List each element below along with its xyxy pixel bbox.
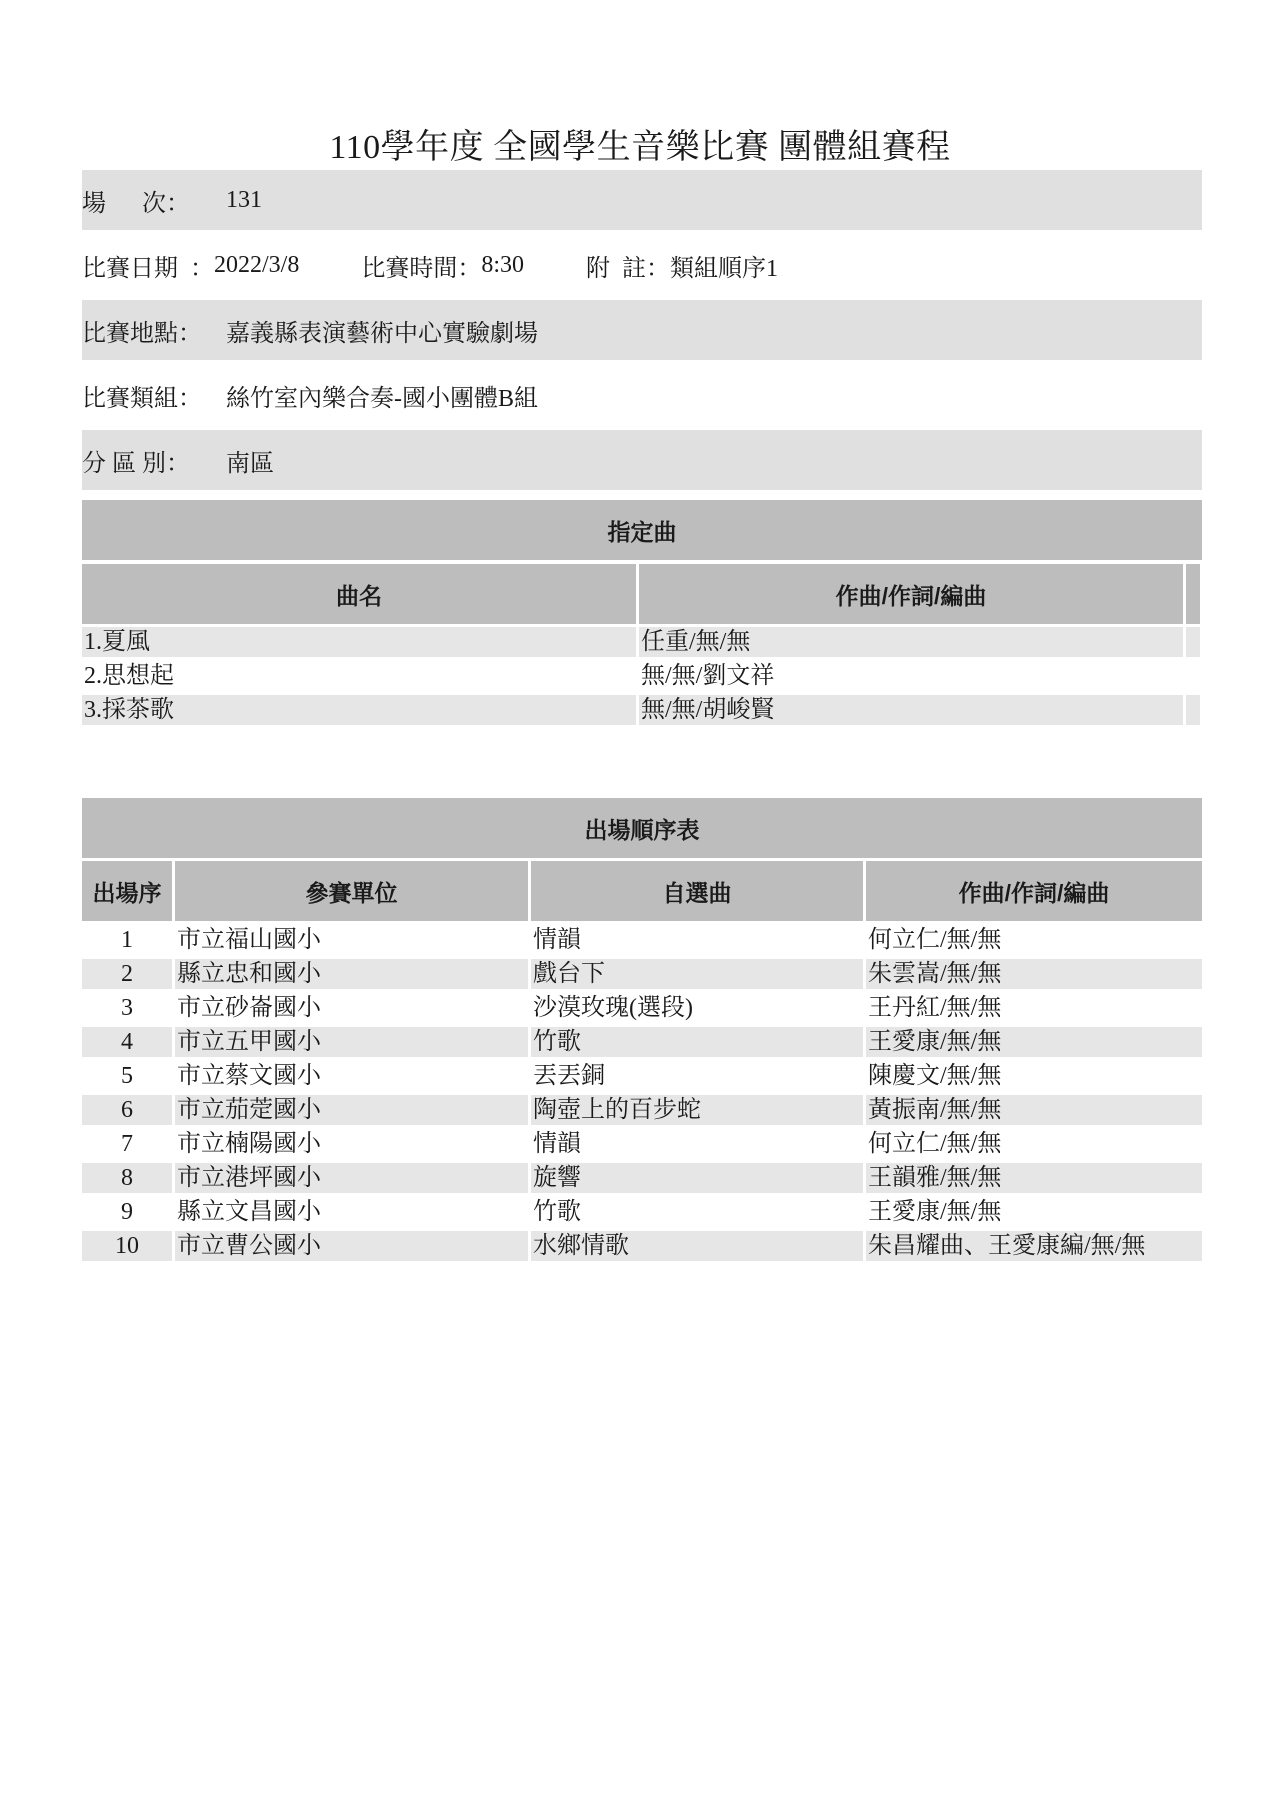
unit-cell: 市立港坪國小 (175, 1163, 528, 1193)
session-label: 場 次： (82, 190, 190, 217)
note-label: 附 註： (586, 255, 671, 282)
row-stub (1186, 695, 1200, 725)
order-cell: 5 (121, 1063, 133, 1089)
set-piece-name: 1.夏風 (82, 627, 636, 657)
piece-cell: 丟丟銅 (533, 1063, 605, 1089)
venue-row (82, 300, 1202, 360)
table-row (82, 1027, 1202, 1057)
piece-cell: 陶壺上的百步蛇 (531, 1095, 863, 1125)
unit-cell: 市立砂崙國小 (177, 995, 321, 1021)
set-piece-credits: 任重/無/無 (639, 627, 1183, 657)
table-row (82, 925, 1202, 955)
order-cell: 3 (121, 995, 133, 1021)
session-value: 131 (226, 186, 262, 213)
order-table-banner: 出場順序表 (82, 798, 1202, 858)
page-title: 110學年度 全國學生音樂比賽 團體組賽程 (329, 129, 951, 166)
piece-cell: 旋響 (531, 1163, 863, 1193)
set-piece-row (82, 627, 1200, 657)
set-pieces-banner: 指定曲 (82, 500, 1202, 560)
header-stub (1186, 564, 1200, 624)
credits-cell: 王韻雅/無/無 (866, 1163, 1202, 1193)
table-row (82, 1163, 1202, 1193)
piece-cell: 水鄉情歌 (531, 1231, 863, 1261)
credits-cell: 何立仁/無/無 (868, 1131, 1002, 1157)
note-value: 類組順序1 (670, 255, 779, 282)
piece-cell: 沙漠玫瑰(選段) (533, 995, 693, 1021)
header-order: 出場序 (82, 861, 172, 921)
order-cell: 6 (82, 1095, 172, 1125)
unit-cell: 市立楠陽國小 (177, 1131, 321, 1157)
category-value: 絲竹室內樂合奏-國小團體B組 (226, 385, 538, 412)
order-cell: 8 (82, 1163, 172, 1193)
order-cell: 1 (121, 927, 133, 953)
time-value: 8:30 (481, 251, 525, 278)
table-row (82, 1129, 1202, 1159)
region-label: 分 區 別： (82, 450, 190, 477)
table-row (82, 1231, 1202, 1261)
set-piece-credits: 無/無/劉文祥 (641, 663, 775, 689)
piece-cell: 情韻 (533, 927, 581, 953)
header-piece: 自選曲 (531, 861, 863, 921)
header-unit: 參賽單位 (175, 861, 528, 921)
row-stub (1186, 627, 1200, 657)
venue-label: 比賽地點： (82, 320, 202, 347)
session-row (82, 170, 1202, 230)
date-label: 比賽日期 ： (82, 255, 214, 282)
piece-cell: 竹歌 (533, 1199, 581, 1225)
time-label: 比賽時間： (361, 255, 482, 282)
piece-cell: 戲台下 (531, 959, 863, 989)
credits-cell: 何立仁/無/無 (868, 927, 1002, 953)
header-credits: 作曲/作詞/編曲 (866, 861, 1202, 921)
order-cell: 10 (82, 1231, 172, 1261)
credits-cell: 王丹紅/無/無 (868, 995, 1002, 1021)
region-row (82, 430, 1202, 490)
set-pieces-header (82, 564, 1200, 624)
unit-cell: 市立福山國小 (177, 927, 321, 953)
order-cell: 2 (82, 959, 172, 989)
set-piece-row (82, 661, 1186, 691)
date-value: 2022/3/8 (214, 251, 300, 278)
piece-cell: 竹歌 (531, 1027, 863, 1057)
set-piece-row (82, 695, 1200, 725)
set-piece-name: 3.採茶歌 (82, 695, 636, 725)
category-row (82, 365, 1202, 425)
unit-cell: 市立曹公國小 (175, 1231, 528, 1261)
credits-cell: 王愛康/無/無 (866, 1027, 1202, 1057)
unit-cell: 市立茄萣國小 (175, 1095, 528, 1125)
piece-cell: 情韻 (533, 1131, 581, 1157)
unit-cell: 市立蔡文國小 (177, 1063, 321, 1089)
date-time-row (82, 235, 1202, 295)
header-credits: 作曲/作詞/編曲 (639, 564, 1183, 624)
credits-cell: 陳慶文/無/無 (868, 1063, 1002, 1089)
order-cell: 7 (121, 1131, 133, 1157)
order-table-header (82, 861, 1202, 921)
order-cell: 9 (121, 1199, 133, 1225)
venue-value: 嘉義縣表演藝術中心實驗劇場 (226, 320, 538, 347)
unit-cell: 縣立忠和國小 (175, 959, 528, 989)
credits-cell: 王愛康/無/無 (868, 1199, 1002, 1225)
table-row (82, 993, 1202, 1023)
credits-cell: 黃振南/無/無 (866, 1095, 1202, 1125)
unit-cell: 縣立文昌國小 (177, 1199, 321, 1225)
region-value: 南區 (226, 450, 274, 477)
header-song-name: 曲名 (82, 564, 636, 624)
credits-cell: 朱昌耀曲、王愛康編/無/無 (866, 1231, 1202, 1261)
order-cell: 4 (82, 1027, 172, 1057)
category-label: 比賽類組： (82, 385, 202, 412)
table-row (82, 959, 1202, 989)
set-piece-credits: 無/無/胡峻賢 (639, 695, 1183, 725)
set-piece-name: 2.思想起 (84, 663, 174, 689)
unit-cell: 市立五甲國小 (175, 1027, 528, 1057)
table-row (82, 1061, 1202, 1091)
credits-cell: 朱雲嵩/無/無 (866, 959, 1202, 989)
table-row (82, 1197, 1202, 1227)
table-row (82, 1095, 1202, 1125)
